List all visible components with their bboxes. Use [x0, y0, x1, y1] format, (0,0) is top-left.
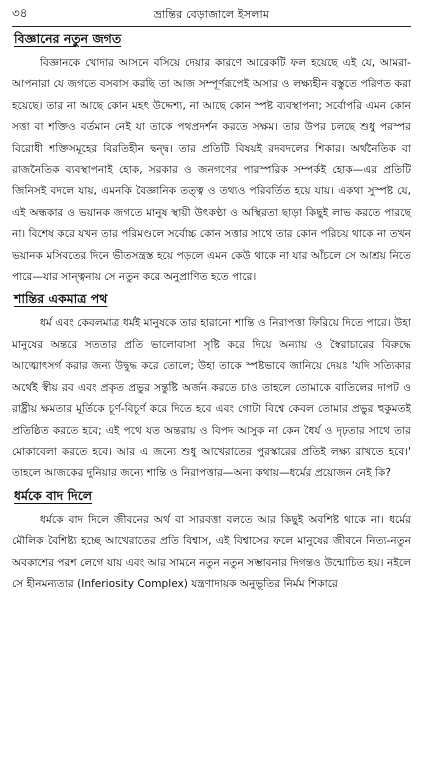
section-without-religion — [12, 488, 411, 596]
page-number: ৩৪ — [12, 6, 28, 20]
paragraph: ধর্মকে বাদ দিলে জীবনের অর্থ বা সারবত্তা বলতে আর কিছুই অবশিষ্ট থাকে না। ধর্মের মৌলিক বৈশিষ্ট্য হচ্ছে আখেরাতের প্রতি বিশ্বাস, এই বিশ্বাসের ফলে মানুষের জীবনে নিত্য-নতুন অবকাশের পরশ লেগে যায় এবং আর সামনে নতুন নতুন সম্ভাবনার দিগন্তও উন্মোচিত হয়। নইলে সে হীনমন্যতার (Inferiosity Complex) যন্ত্রণাদায়ক অনুভূতির নির্মম শিকারে — [12, 513, 411, 590]
running-title: ভ্রান্তির বেড়াজালে ইসলাম — [153, 7, 270, 21]
paragraph: ধর্ম এবং কেবলমাত্র ধর্মই মানুষকে তার হারানো শান্তি ও নিরাপত্তা ফিরিয়ে দিতে পারে। উহা মানুষের অন্তরে সততার প্রতি ভালোবাসা সৃষ্টি করে দিয়ে অন্যায় ও স্বৈরাচারের বিরুদ্ধে আত্মোৎসর্গ করার জন্য উদ্বুদ্ধ করে তোলে; উহা তাকে স্পষ্টভাবে জানিয়ে দেয়ঃ 'যদি সত্যিকার অর্থেই স্বীয় রব এবং প্রকৃত প্রভুর সন্তুষ্টি অর্জন করতে চাও তাহলে তোমাকে বাতিলের দাপট ও রাষ্ট্রীয় ক্ষমতার মূর্তিকে চূর্ণ-বিচূর্ণ করে দিতে হবে এবং গোটা বিশ্বে কেবল তোমার প্রভুর হুকুমতই প্রতিষ্ঠিত করতে হবে; এই পথে যত অন্তরায় ও বিপদ আসুক না কেন ধৈর্য ও দৃঢ়তার সাথে তার মোকাবেলা করতে হবে। আর এ জন্যে শুধু আখেরাতের পুরস্কারের প্রতিই লক্ষ্য রাখতে হবে।' তাহলে আজকের দুনিয়ার জন্যে শান্তি ও নিরাপত্তার—অন্য কথায়—ধর্মের প্রয়োজন নেই কি? — [12, 317, 411, 480]
section-heading: বিজ্ঞানের নতুন জগত — [14, 31, 122, 46]
section-science — [12, 31, 411, 288]
paragraph: বিজ্ঞানকে খোদার আসনে বসিয়ে দেয়ার কারণে আরেকটি ফল হয়েছে এই যে, আমরা-আপনারা যে জগতে বসবাস করছি তা আজ সম্পূর্ণরূপেই অসার ও লক্ষ্যহীন বস্তুতে পরিণত করা হয়েছে। তার না আছে কোন মহৎ উদ্দেশ্য, না আছে কোন স্পষ্ট ব্যবস্থাপনা; সর্বোপরি এমন কোন সত্তা বা শক্তিও বর্তমান নেই যা তাকে পথপ্রদর্শন করতে সক্ষম। তার উপর চলছে শুধু পরস্পর বিরোধী শক্তিসমূহের বিরতিহীন দ্বন্দ্ব। তার প্রতিটি বিষয়ই রদবদলের শিকার। অর্থনৈতিক বা রাজনৈতিক ব্যবস্থাপনাই হোক, সরকার ও জনগণের পারস্পরিক সম্পর্কই হোক—এর প্রতিটি জিনিসই বদলে যায়, এমনকি বৈজ্ঞানিক তত্ত্ব ও তথ্যও পরিবর্তিত হয়ে যায়। একথা সুস্পষ্ট যে, এই অন্ধকার ও ভয়ানক জগতে মানুষ স্থায়ী উৎকণ্ঠা ও অস্থিরতা ছাড়া কিছুই লাভ করতে পারছে না। বিশেষ করে যখন তার পরিমণ্ডলে সর্বোচ্চ কোন সত্তার সাথে তার কোন পরিচয় থাকে না তখন ভয়ানক মসিবতের দিনে ভীতসন্ত্রস্ত হয়ে পড়লে এমন কেউ থাকে না যার আঁচলে সে আশ্রয় নিতে পারে—যার সান্ত্বনায় সে নতুন করে অনুপ্রাণিত হতে পারে। — [12, 57, 411, 284]
section-heading: শান্তির একমাত্র পথ — [14, 291, 108, 307]
section-peace — [12, 291, 411, 484]
section-heading: ধর্মকে বাদ দিলে — [14, 487, 93, 503]
page-header — [12, 4, 411, 27]
